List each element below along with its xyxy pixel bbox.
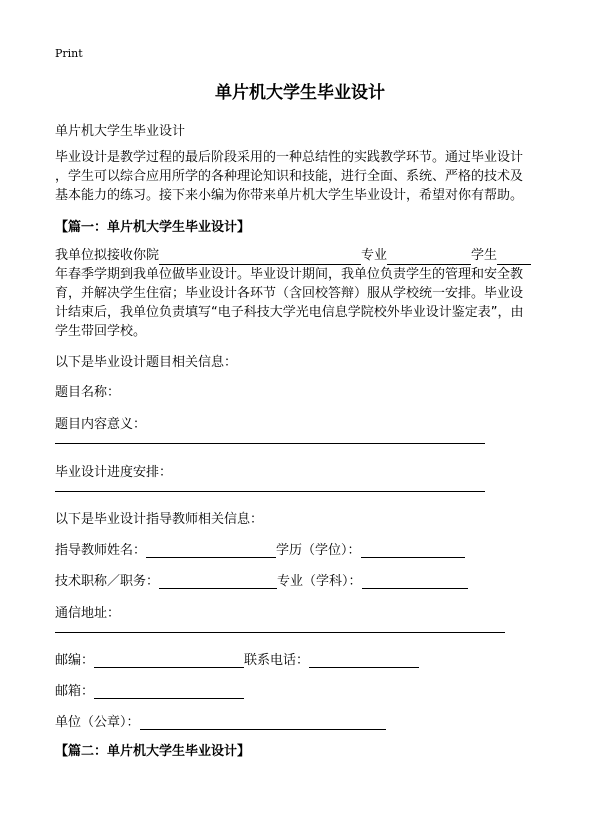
title-label: 技术职称／职务： <box>55 574 160 589</box>
email-blank[interactable] <box>94 684 244 699</box>
advisor-intro: 以下是毕业设计指导教师相关信息： <box>55 512 264 527</box>
letter-first-line <box>55 246 550 265</box>
topic-name-label: 题目名称： <box>55 385 121 400</box>
major-blank[interactable] <box>387 250 471 265</box>
intro-line: ，学生可以综合应用所学的各种理论知识和技能，进行全面、系统、严格的技术及 <box>55 169 524 184</box>
letter-line: 计结束后，我单位负责填写“电子科技大学光电信息学院校外毕业设计鉴定表”，由 <box>55 305 524 320</box>
major-subject-blank[interactable] <box>362 574 468 589</box>
unit-blank[interactable] <box>140 715 386 730</box>
topic-content-blank[interactable] <box>55 443 485 444</box>
letter-text: 专业 <box>361 248 388 263</box>
document-title: 单片机大学生毕业设计 <box>215 83 385 103</box>
address-label: 通信地址： <box>55 606 121 621</box>
print-label: Print <box>55 47 83 60</box>
email-row <box>55 680 244 699</box>
advisor-name-label: 指导教师姓名： <box>55 543 147 558</box>
section-2-heading: 【篇二：单片机大学生毕业设计】 <box>55 744 251 759</box>
postcode-blank[interactable] <box>94 653 244 668</box>
degree-blank[interactable] <box>361 543 465 558</box>
email-label: 邮箱： <box>55 684 95 699</box>
progress-blank[interactable] <box>55 491 485 492</box>
advisor-name-blank[interactable] <box>146 543 276 558</box>
section-1-heading: 【篇一：单片机大学生毕业设计】 <box>55 220 251 235</box>
title-blank[interactable] <box>159 574 277 589</box>
letter-line: 育，并解决学生住宿；毕业设计各环节（含回校答辩）服从学校统一安排。毕业设 <box>55 286 524 301</box>
unit-label: 单位（公章）： <box>55 715 140 730</box>
intro-line: 毕业设计是教学过程的最后阶段采用的一种总结性的实践教学环节。通过毕业设计 <box>55 150 524 165</box>
title-row <box>55 570 468 589</box>
topic-content-label: 题目内容意义： <box>55 417 147 432</box>
letter-text: 学生 <box>471 248 498 263</box>
letter-line: 年春季学期到我单位做毕业设计。毕业设计期间，我单位负责学生的管理和安全教 <box>55 267 524 282</box>
postcode-label: 邮编： <box>55 653 95 668</box>
student-blank[interactable] <box>497 250 531 265</box>
intro-line: 基本能力的练习。接下来小编为你带来单片机大学生毕业设计，希望对你有帮助。 <box>55 188 524 203</box>
advisor-row <box>55 539 465 558</box>
letter-text: 我单位拟接收你院 <box>55 248 160 263</box>
progress-label: 毕业设计进度安排： <box>55 465 173 480</box>
college-blank[interactable] <box>159 250 361 265</box>
major-label: 专业（学科）： <box>277 574 362 589</box>
phone-blank[interactable] <box>309 653 419 668</box>
unit-row <box>55 711 386 730</box>
phone-label: 联系电话： <box>244 653 310 668</box>
address-blank[interactable] <box>55 632 505 633</box>
contact-row <box>55 649 419 668</box>
letter-paragraph <box>55 246 550 341</box>
topic-intro: 以下是毕业设计题目相关信息： <box>55 355 238 370</box>
intro-paragraph <box>55 148 550 205</box>
letter-line: 学生带回学校。 <box>55 324 147 339</box>
document-subtitle: 单片机大学生毕业设计 <box>55 124 186 139</box>
degree-label: 学历（学位）： <box>276 543 361 558</box>
